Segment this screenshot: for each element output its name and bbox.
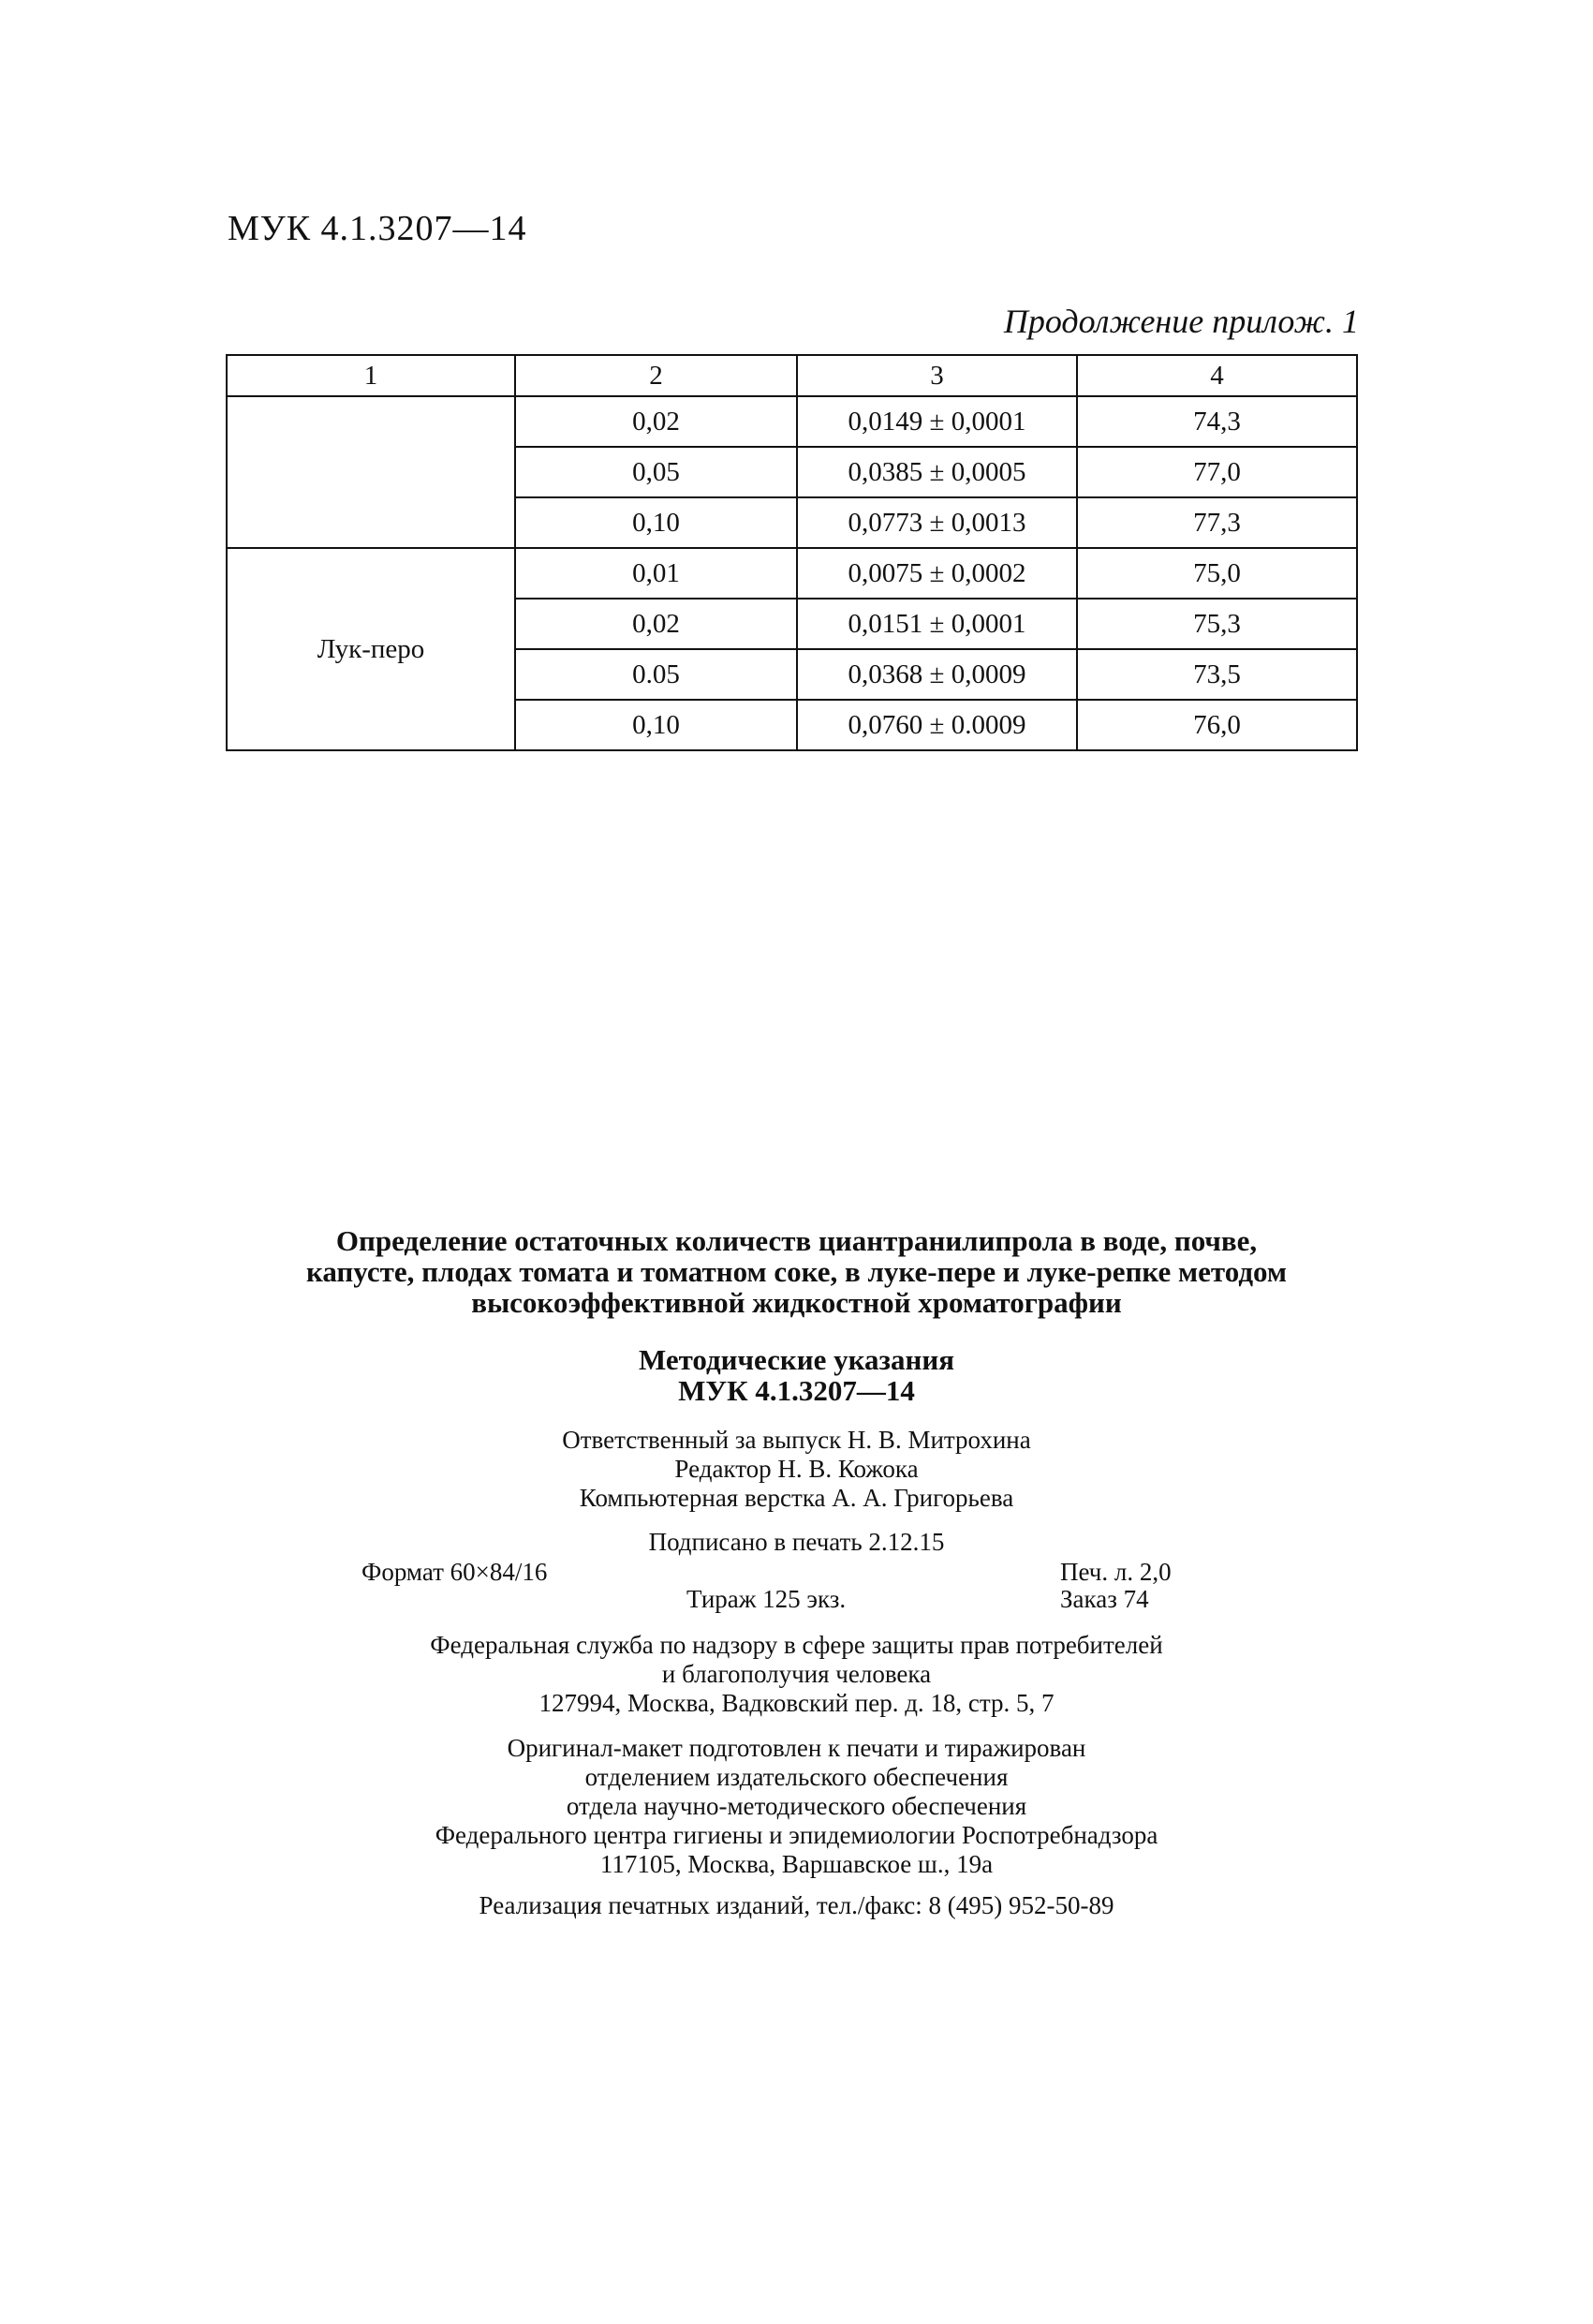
table-row: [227, 396, 1357, 447]
table-header-row: [227, 355, 1357, 396]
layout-line: Компьютерная верстка А. А. Григорьева: [579, 1484, 1014, 1512]
table-cell: 0,02: [515, 599, 797, 649]
title-line: Определение остаточных количеств циантранилипрола в воде, почве,: [335, 1224, 1258, 1257]
document-code: МУК 4.1.3207—14: [228, 209, 527, 248]
publication-title: [0, 1225, 1593, 1318]
publisher-line: и благополучия человека: [661, 1660, 932, 1688]
printer-block: [0, 1734, 1593, 1879]
table-cell: 0,0151 ± 0,0001: [797, 599, 1077, 649]
publication-kind: [0, 1344, 1593, 1406]
column-header: 1: [227, 355, 515, 396]
printer-line: отделением издательского обеспечения: [584, 1763, 1009, 1791]
table-cell: 0,10: [515, 497, 797, 548]
table-cell: 77,0: [1077, 447, 1357, 497]
title-line: высокоэффективной жидкостной хроматографии: [471, 1286, 1122, 1319]
table-cell: 0,0385 ± 0,0005: [797, 447, 1077, 497]
group-label-cell: [227, 396, 515, 548]
title-line: капусте, плодах томата и томатном соке, в луке-пере и луке-репке методом: [305, 1255, 1288, 1288]
table-cell: 75,0: [1077, 548, 1357, 599]
table-cell: 74,3: [1077, 396, 1357, 447]
table-cell: 77,3: [1077, 497, 1357, 548]
column-header: 2: [515, 355, 797, 396]
print-sheets: Печ. л. 2,0: [1060, 1558, 1172, 1586]
paper-format: Формат 60×84/16: [361, 1558, 548, 1586]
table-cell: 0,0075 ± 0,0002: [797, 548, 1077, 599]
circulation: Тираж 125 экз.: [686, 1585, 847, 1613]
printer-line: Федерального центра гигиены и эпидемиологии Роспотребнадзора: [435, 1821, 1158, 1849]
table-cell: 0.05: [515, 649, 797, 700]
table-cell: 0,0760 ± 0.0009: [797, 700, 1077, 750]
publisher-line: Федеральная служба по надзору в сфере защиты прав потребителей: [430, 1631, 1163, 1659]
order-number: Заказ 74: [1060, 1585, 1149, 1613]
column-header: 3: [797, 355, 1077, 396]
table-cell: 75,3: [1077, 599, 1357, 649]
table-cell: 0,0773 ± 0,0013: [797, 497, 1077, 548]
table-cell: 0,01: [515, 548, 797, 599]
signed-date: Подписано в печать 2.12.15: [648, 1528, 945, 1556]
editor-line: Редактор Н. В. Кожока: [674, 1455, 919, 1483]
results-table: [226, 354, 1358, 751]
table-cell: 0,0149 ± 0,0001: [797, 396, 1077, 447]
kind-label: Методические указания: [638, 1343, 955, 1376]
credits-block: [0, 1426, 1593, 1513]
printer-line: 117105, Москва, Варшавское ш., 19а: [599, 1850, 994, 1878]
publisher-line: 127994, Москва, Вадковский пер. д. 18, стр. 5, 7: [538, 1689, 1055, 1717]
continuation-caption: Продолжение прилож. 1: [1003, 303, 1359, 340]
table-cell: 73,5: [1077, 649, 1357, 700]
table-cell: 0,10: [515, 700, 797, 750]
table-row: [227, 548, 1357, 599]
table-cell: 0,02: [515, 396, 797, 447]
responsible-line: Ответственный за выпуск Н. В. Митрохина: [562, 1426, 1031, 1454]
column-header: 4: [1077, 355, 1357, 396]
publisher-block: [0, 1631, 1593, 1718]
table-cell: 76,0: [1077, 700, 1357, 750]
table-cell: 0,05: [515, 447, 797, 497]
kind-code: МУК 4.1.3207—14: [678, 1374, 915, 1407]
printer-line: отдела научно-методического обеспечения: [566, 1792, 1027, 1820]
table-cell: 0,0368 ± 0,0009: [797, 649, 1077, 700]
group-label-cell: Лук-перо: [227, 548, 515, 750]
sales-contact: Реализация печатных изданий, тел./факс: 8 (495) 952-50-89: [479, 1891, 1114, 1919]
printer-line: Оригинал-макет подготовлен к печати и тиражирован: [507, 1734, 1086, 1762]
